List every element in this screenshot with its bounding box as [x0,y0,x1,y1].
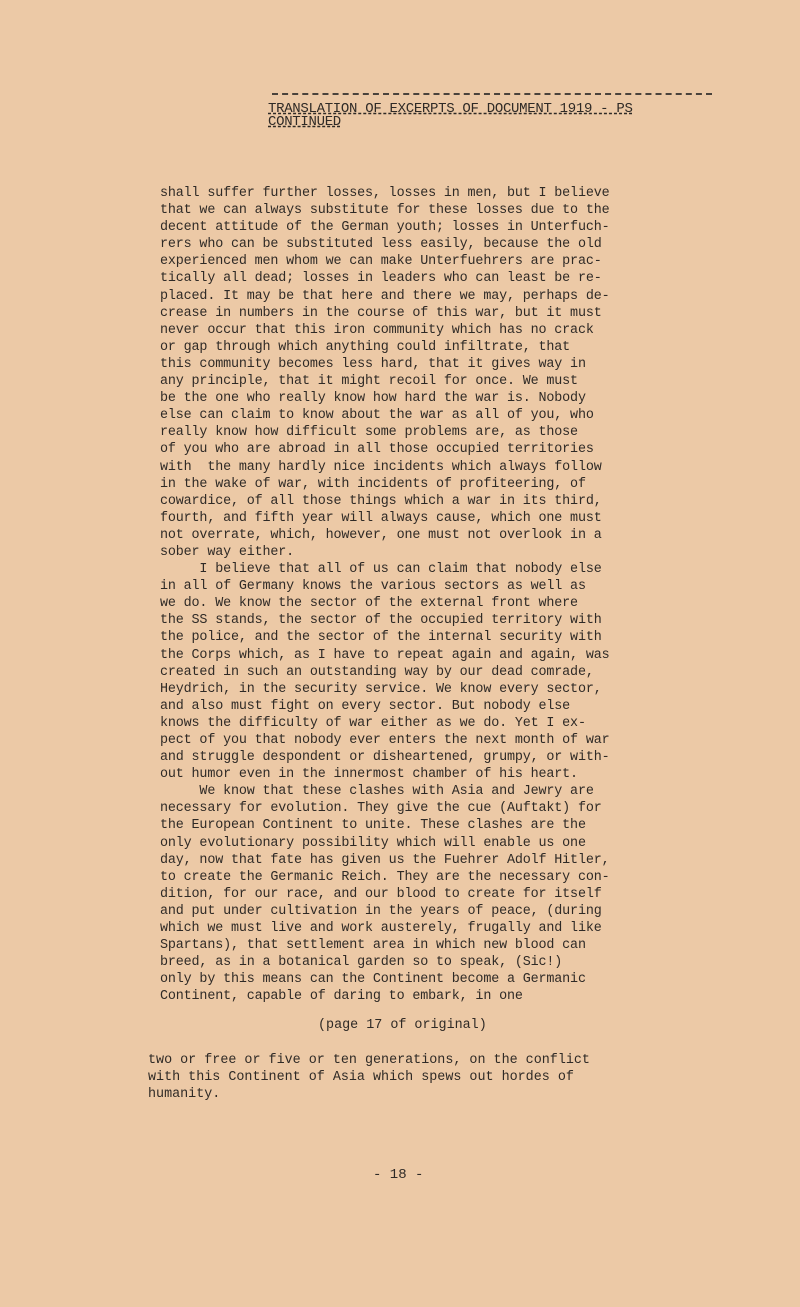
text-line: of you who are abroad in all those occupied territories [160,442,594,458]
body-text [160,185,725,1006]
tail-text [148,1052,728,1103]
text-line: crease in numbers in the course of this war, but it must [160,305,602,321]
text-line: in all of Germany knows the various sectors as well as [160,579,586,595]
text-line: cowardice, of all those things which a war in its third, [160,493,602,509]
header-subtitle: CONTINUED [268,114,341,130]
text-line: and put under cultivation in the years of peace, (during [160,903,602,919]
text-line: day, now that fate has given us the Fuehrer Adolf Hitler, [160,852,610,868]
text-line: humanity. [148,1087,221,1102]
text-line: tically all dead; losses in leaders who can least be re- [160,271,602,287]
text-line: that we can always substitute for these losses due to the [160,203,610,219]
text-line: any principle, that it might recoil for once. We must [160,374,578,390]
text-line: the SS stands, the sector of the occupied territory with [160,613,602,629]
text-line: never occur that this iron community which has no crack [160,322,594,338]
text-line: dition, for our race, and our blood to create for itself [160,886,602,902]
text-line: placed. It may be that here and there we may, perhaps de- [160,288,610,304]
text-line: pect of you that nobody ever enters the next month of war [160,733,610,748]
text-line: two or free or five or ten generations, on the conflict [148,1053,590,1068]
header-title: TRANSLATION OF EXCERPTS OF DOCUMENT 1919 - PS [268,101,633,117]
text-line: only evolutionary possibility which will enable us one [160,835,586,851]
page-note: (page 17 of original) [318,1018,487,1033]
text-line: in the wake of war, with incidents of profiteering, of [160,476,586,492]
text-line: We know that these clashes with Asia and Jewry are [160,784,594,800]
text-line: and also must fight on every sector. But nobody else [160,698,571,714]
text-line: I believe that all of us can claim that nobody else [160,562,602,578]
text-line: breed, as in a botanical garden so to speak, (Sic!) [160,955,563,971]
text-line: only by this means can the Continent become a Germanic [160,972,586,988]
text-line: decent attitude of the German youth; losses in Unterfuch- [160,220,610,236]
text-line: knows the difficulty of war either as we do. Yet I ex- [160,715,586,731]
text-line: shall suffer further losses, losses in men, but I believe [160,186,610,201]
text-line: to create the Germanic Reich. They are the necessary con- [160,869,610,885]
text-line: which we must live and work austerely, frugally and like [160,921,602,937]
text-line: we do. We know the sector of the external front where [160,596,578,612]
text-line: experienced men whom we can make Unterfuehrers are prac- [160,254,602,270]
header-dash-rule [272,93,712,95]
text-line: the Corps which, as I have to repeat again and again, was [160,647,610,663]
text-line: not overrate, which, however, one must not overlook in a [160,527,602,543]
text-line: created in such an outstanding way by our dead comrade, [160,664,594,680]
text-line: or gap through which anything could infiltrate, that [160,339,571,355]
text-line: really know how difficult some problems are, as those [160,425,578,441]
text-line: with the many hardly nice incidents which always follow [160,459,602,475]
text-line: and struggle despondent or disheartened, grumpy, or with- [160,750,610,766]
page-number: - 18 - [373,1167,424,1183]
text-line: Spartans), that settlement area in which new blood can [160,938,586,954]
text-line: rers who can be substituted less easily, because the old [160,237,602,253]
text-line: Continent, capable of daring to embark, in one [160,989,523,1005]
text-line: be the one who really know how hard the war is. Nobody [160,391,586,407]
document-header [268,93,728,129]
text-line: fourth, and fifth year will always cause, which one must [160,510,602,526]
text-line: the European Continent to unite. These clashes are the [160,818,586,834]
text-line: sober way either. [160,544,295,560]
text-line: out humor even in the innermost chamber of his heart. [160,767,578,783]
text-line: else can claim to know about the war as all of you, who [160,408,594,424]
text-line: this community becomes less hard, that it gives way in [160,356,586,372]
text-line: the police, and the sector of the internal security with [160,630,602,646]
text-line: necessary for evolution. They give the cue (Auftakt) for [160,801,602,817]
text-line: Heydrich, in the security service. We know every sector, [160,681,602,697]
text-line: with this Continent of Asia which spews out hordes of [148,1070,574,1085]
